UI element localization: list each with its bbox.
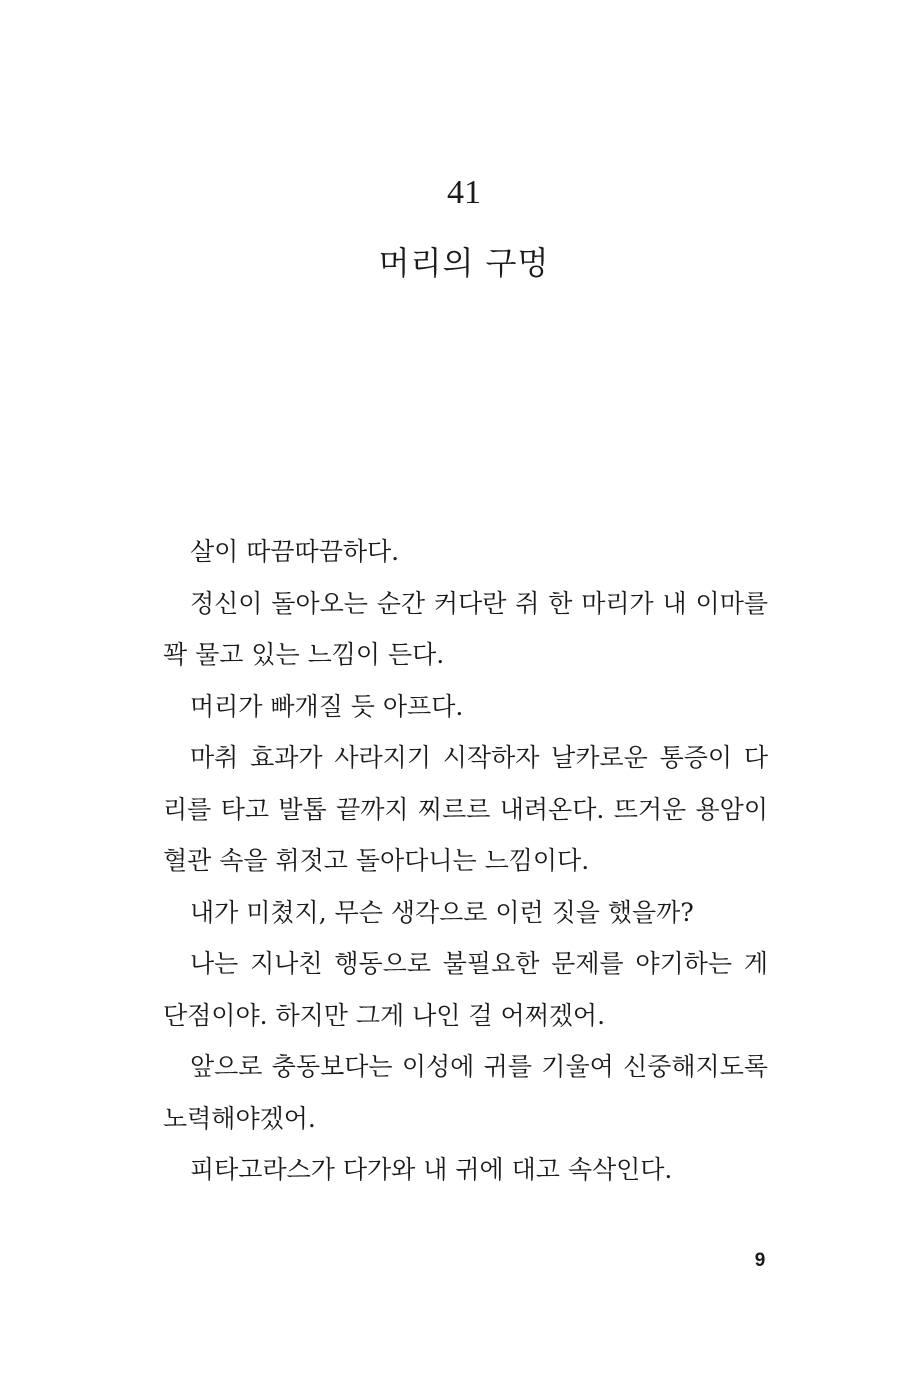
chapter-title: 머리의 구멍 (378, 244, 550, 282)
text-line: 앞으로 충동보다는 이성에 귀를 기울여 신중해지도록 (190, 1052, 768, 1081)
text-line: 마취 효과가 사라지기 시작하자 날카로운 통증이 다 (190, 743, 768, 772)
page-number: 9 (754, 1250, 766, 1271)
text-line: 노력해야겠어. (163, 1103, 316, 1133)
chapter-number: 41 (447, 174, 481, 211)
text-line: 꽉 물고 있는 느낌이 든다. (163, 640, 445, 669)
text-line: 살이 따끔따끔하다. (190, 537, 400, 566)
text-line: 나는 지나친 행동으로 불필요한 문제를 야기하는 게 (190, 949, 768, 978)
text-line: 피타고라스가 다가와 내 귀에 대고 속삭인다. (190, 1155, 673, 1184)
text-line: 정신이 돌아오는 순간 커다란 쥐 한 마리가 내 이마를 (190, 588, 768, 618)
text-line: 단점이야. 하지만 그게 나인 걸 어쩌겠어. (163, 1000, 606, 1030)
text-line: 내가 미쳤지, 무슨 생각으로 이런 짓을 했을까? (190, 897, 694, 927)
body-text (163, 532, 768, 1202)
text-line: 리를 타고 발톱 끝까지 찌르르 내려온다. 뜨거운 용암이 (163, 794, 768, 824)
text-line: 혈관 속을 휘젓고 돌아다니는 느낌이다. (163, 846, 590, 875)
text-line: 머리가 빠개질 듯 아프다. (190, 691, 464, 721)
